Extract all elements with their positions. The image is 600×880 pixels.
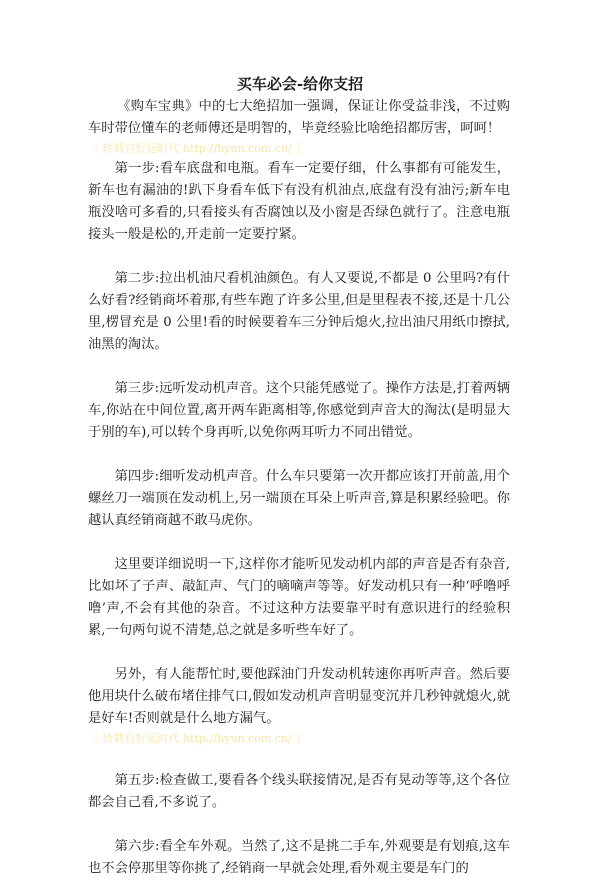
- intro-paragraph: 《购车宝典》中的七大绝招加一强调，保证让你受益非浅，不过购车时带位懂车的老师傅还是明智的，毕竟经验比啥绝招都厉害，呵呵！: [88, 99, 510, 136]
- document-body: [88, 96, 510, 880]
- step-2-paragraph: 第二步:拉出机油尺看机油颜色。有人又要说,不都是 0 公里吗?有什么好看?经销商坏着那,有些车跑了许多公里,但是里程表不接,还是十几公里,楞冒充是 0 公里!看的时候要着车三分钟后熄火,拉出油尺用纸巾擦拭,油黑的淘汰。: [88, 271, 510, 352]
- extra-paragraph: 另外，有人能帮忙时,要他踩油门升发动机转速你再听声音。然后要他用块什么破布堵住排气口,假如发动机声音明显变沉并几秒钟就熄火,就是好车!否则就是什么地方漏气。: [88, 667, 510, 726]
- document-title: 买车必会-给你支招: [236, 75, 364, 93]
- detail-paragraph: 这里要详细说明一下,这样你才能听见发动机内部的声音是否有杂音,比如坏了子声、敲缸声、气门的嘀嘀声等等。好发动机只有一种‘呼噜呼噜’声,不会有其他的杂音。不过这种方法要靠平时有意识进行的经验积累,一句两句说不清楚,总之就是多听些车好了。: [88, 557, 510, 638]
- step-6-paragraph: 第六步:看全车外观。当然了,这不是挑二手车,外观要是有划痕,这车也不会停那里等你挑了,经销商一早就会处理,看外观主要是车门的: [88, 839, 510, 876]
- step-1-paragraph: 第一步:看车底盘和电瓶。看车一定要仔细，什么事都有可能发生，新车也有漏油的!趴下身看车低下有没有机油点,底盘有没有油污;新车电瓶没啥可多看的,只看接头有否腐蚀以及小窗是否绿色就行了。注意电瓶接头一般是松的,开走前一定要拧紧。: [88, 161, 510, 242]
- step-5-paragraph: 第五步:检查做工,要看各个线头联接情况,是否有晃动等等,这个各位都会自己看,不多说了。: [88, 773, 510, 810]
- step-4-paragraph: 第四步:细听发动机声音。什么车只要第一次开都应该打开前盖,用个螺丝刀一端顶在发动机上,另一端顶在耳朵上听声音,算是积累经验吧。你越认真经销商越不敢马虎你。: [88, 469, 510, 528]
- step-3-paragraph: 第三步:远听发动机声音。这个只能凭感觉了。操作方法是,打着两辆车,你站在中间位置,离开两车距离相等,你感觉到声音大的淘汰(是明显大于别的车),可以转个身再听,以免你两耳听力不同出错觉。: [88, 381, 510, 440]
- watermark-line: ［ 转载自好运时代 http://hyun.com.cn/ ］: [88, 142, 307, 155]
- watermark-line-2: ［ 转载自好运时代 http://hyun.com.cn/ ］: [88, 732, 307, 745]
